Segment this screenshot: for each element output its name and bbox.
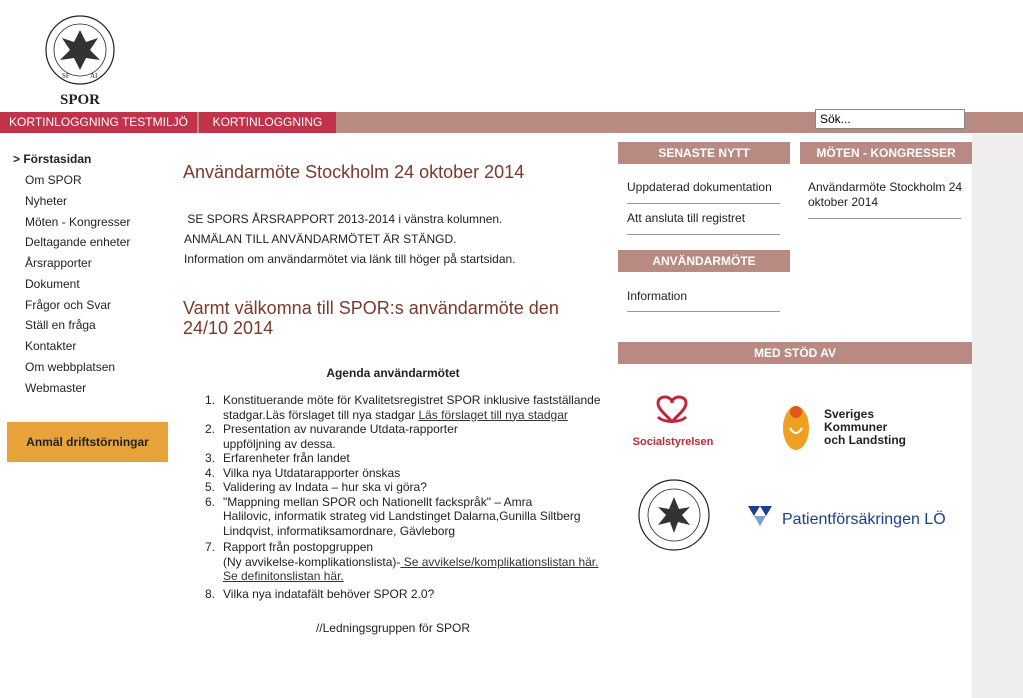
sidebar-item-om-webbplatsen[interactable]: Om webbplatsen — [25, 360, 116, 374]
stadgar-link[interactable]: Läs förslaget till nya stadgar — [418, 407, 568, 422]
news-link-2[interactable]: Att ansluta till registret — [627, 211, 746, 225]
sidebar-item-kontakter[interactable]: Kontakter — [25, 339, 77, 353]
intro-line-3: Information om användarmötet via länk till höger på startsidan. — [184, 252, 516, 266]
agenda-item-1-text: Konstituerande möte för Kvalitetsregistret SPOR inklusive fastställande stadgar.Läs förslaget till nya stadgar — [223, 393, 601, 422]
skl-logo[interactable] — [780, 398, 915, 453]
sidebar-item-stall-fraga[interactable]: Ställ en fråga — [25, 318, 96, 332]
agenda-item-8-text: Vilka nya indatafält behöver SPOR 2.0? — [223, 586, 435, 601]
kortinloggning-button[interactable]: KORTINLOGGNING — [199, 112, 336, 133]
sidebar-item-webmaster[interactable]: Webmaster — [25, 381, 87, 395]
kortinloggning-testmiljo-button[interactable]: KORTINLOGGNING TESTMILJÖ — [0, 112, 197, 133]
intro-line-1: SE SPORS ÅRSRAPPORT 2013-2014 i vänstra kolumnen. — [184, 212, 503, 226]
agenda-list — [203, 393, 603, 601]
agenda-item-6-text: "Mappning mellan SPOR och Nationellt fackspråk" – Amra Halilovic, informatik strateg vid Landstinget Dalarna,Gunilla Siltberg Lindqvist, informatiksamordnare, Gävleborg — [223, 494, 581, 538]
news-header: SENASTE NYTT — [618, 142, 790, 164]
intro-line-2: ANMÄLAN TILL ANVÄNDARMÖTET ÄR STÄNGD. — [184, 232, 457, 246]
list-item: 4. Vilka nya Utdatarapporter önskas — [204, 465, 401, 480]
skl-line-3: och Landsting — [824, 433, 906, 447]
list-item: 7. Rapport från postopgruppen (Ny avvikelse-komplikationslista)- Se avvikelse/komplikationslistan här. Se definitonslistan här. — [204, 540, 599, 583]
socialstyrelsen-text: Socialstyrelsen — [632, 436, 714, 448]
logo-left-letters: SF — [62, 72, 70, 80]
search-input[interactable] — [815, 109, 965, 129]
divider — [627, 311, 780, 312]
list-item: 5. Validering av Indata – hur ska vi göra? — [204, 480, 427, 494]
list-item: 2. Presentation av nuvarande Utdata-rapporter uppföljning av dessa. — [203, 422, 603, 451]
agenda-item-2-text: Presentation av nuvarande Utdata-rapporter uppföljning av dessa. — [223, 422, 458, 451]
sidebar-item-deltagande[interactable]: Deltagande enheter — [25, 235, 131, 249]
skl-line-1: Sveriges — [824, 407, 875, 421]
agenda-item-3-text: Erfarenheter från landet — [223, 451, 350, 465]
logo-right-letters: AI — [90, 72, 98, 80]
list-item: 6. "Mappning mellan SPOR och Nationellt fackspråk" – Amra Halilovic, informatik strateg vid Landstinget Dalarna,Gunilla Siltberg Lindqvist, informatiksamordnare, Gävleborg — [203, 495, 603, 539]
information-link[interactable]: Information — [627, 289, 688, 303]
meetings-header: MÖTEN - KONGRESSER — [800, 142, 972, 164]
logo-brand-text: SPOR — [59, 92, 101, 108]
agenda-item-7-text: Rapport från postopgruppen (Ny avvikelse-komplikationslista)- — [223, 540, 401, 569]
news-link-1[interactable]: Uppdaterad dokumentation — [627, 180, 772, 194]
agenda-title: Agenda användarmötet — [326, 366, 460, 380]
welcome-heading: Varmt välkomna till SPOR:s användarmöte den 24/10 2014 — [183, 298, 559, 338]
meeting-link-1[interactable]: Användarmöte Stockholm 24 oktober 2014 — [808, 180, 963, 209]
user-meeting-header: ANVÄNDARMÖTE — [618, 250, 790, 272]
lof-text: Patientförsäkringen LÖF — [782, 511, 946, 528]
divider — [808, 218, 961, 219]
page-title: Användarmöte Stockholm 24 oktober 2014 — [183, 162, 525, 182]
divider — [627, 234, 780, 235]
avvikelse-link[interactable]: Se avvikelse/komplikationslistan här. — [400, 554, 599, 569]
divider — [627, 203, 780, 204]
socialstyrelsen-logo[interactable] — [628, 393, 723, 451]
list-item: 8. Vilka nya indatafält behöver SPOR 2.0? — [204, 586, 435, 601]
lof-logo[interactable] — [746, 502, 946, 534]
support-header: MED STÖD AV — [618, 342, 972, 364]
agenda-item-5-text: Validering av Indata – hur ska vi göra? — [223, 480, 427, 494]
skl-line-2: Kommuner — [824, 420, 888, 434]
list-item: 3. Erfarenheter från landet — [204, 451, 350, 465]
sidebar-item-arsrapporter[interactable]: Årsrapporter — [25, 256, 92, 270]
sidebar-item-om-spor[interactable]: Om SPOR — [25, 173, 82, 187]
spor-logo[interactable] — [28, 2, 132, 108]
sidebar-item-moten[interactable]: Möten - Kongresser — [25, 215, 131, 229]
definition-link[interactable]: Se definitonslistan här. — [223, 569, 344, 583]
intro-text — [184, 209, 516, 269]
sidebar-item-nyheter[interactable]: Nyheter — [25, 194, 68, 208]
sidebar-item-dokument[interactable]: Dokument — [25, 277, 80, 291]
list-item: 1. Konstituerande möte för Kvalitetsregistret SPOR inklusive fastställande stadgar.Läs förslaget till nya stadgar Läs förslaget till nya stadgar — [204, 393, 601, 422]
signoff: //Ledningsgruppen för SPOR — [315, 621, 471, 635]
agenda-item-4-text: Vilka nya Utdatarapporter önskas — [223, 465, 401, 480]
report-outage-button[interactable]: Anmäl driftstörningar — [7, 422, 168, 462]
sidebar-item-forstasidan[interactable]: > Förstasidan — [13, 152, 92, 166]
societas-seal-logo[interactable] — [636, 477, 712, 553]
sidebar-item-fragor[interactable]: Frågor och Svar — [25, 298, 112, 312]
right-gutter — [972, 134, 1023, 698]
